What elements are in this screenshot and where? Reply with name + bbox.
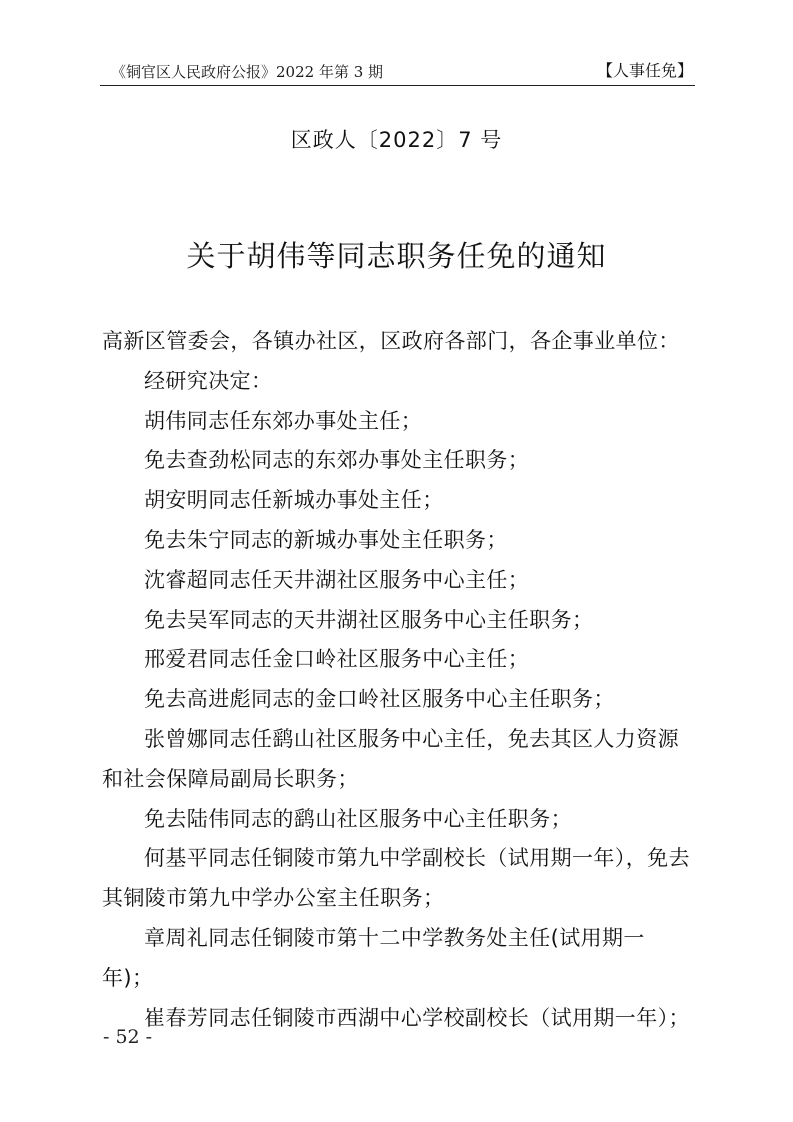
body-paragraph: 邢爱君同志任金口岭社区服务中心主任； [144,647,530,672]
body-paragraph: 章周礼同志任铜陵市第十二中学教务处主任(试用期一年)； [102,925,645,990]
body-paragraph: 免去朱宁同志的新城办事处主任职务； [144,527,508,552]
body-paragraph: 张曾娜同志任鹞山社区服务中心主任，免去其区人力资源和社会保障局副局长职务； [102,726,679,791]
body-paragraph: 免去查劲松同志的东郊办事处主任职务； [144,448,530,473]
publication-header: 《铜官区人民政府公报》2022 年第 3 期 [111,63,384,81]
body-paragraph: 经研究决定： [144,368,273,393]
header-divider [100,85,695,86]
body-paragraph: 胡伟同志任东郊办事处主任； [144,408,423,433]
body-paragraph: 崔春芳同志任铜陵市西湖中心学校副校长（试用期一年）； [144,1005,690,1030]
section-label: 【人事任免】 [596,61,693,80]
body-paragraph: 何基平同志任铜陵市第九中学副校长（试用期一年），免去其铜陵市第九中学办公室主任职务； [102,846,690,911]
document-title: 关于胡伟等同志职务任免的通知 [186,239,607,273]
page-number: - 52 - [103,1026,153,1048]
body-paragraph: 免去陆伟同志的鹞山社区服务中心主任职务； [144,806,572,831]
addressee-line: 高新区管委会，各镇办社区，区政府各部门，各企事业单位： [102,329,680,353]
body-paragraph: 免去吴军同志的天井湖社区服务中心主任职务； [144,607,594,632]
document-number: 区政人〔2022〕7 号 [290,128,503,152]
body-paragraph: 胡安明同志任新城办事处主任； [144,488,444,513]
body-paragraph: 沈睿超同志任天井湖社区服务中心主任； [144,567,530,592]
body-paragraph: 免去高进彪同志的金口岭社区服务中心主任职务； [144,687,615,712]
document-body [102,322,694,1038]
